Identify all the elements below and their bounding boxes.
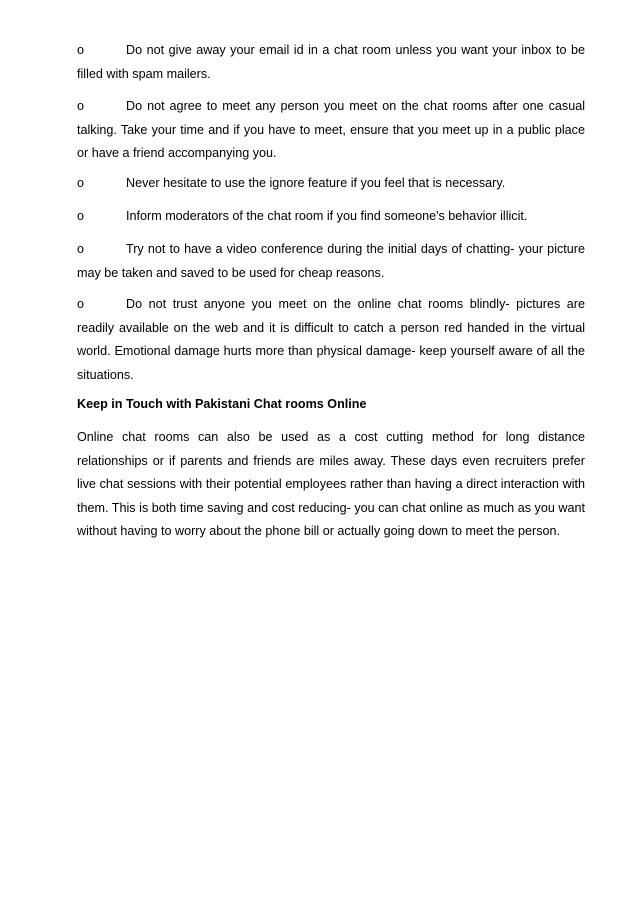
bullet-marker: o bbox=[77, 176, 85, 190]
bullet-text: Do not agree to meet any person you meet on the chat rooms after one casual talking. Take your time and if you have to meet, ensure that you meet up in a public place or have a friend accompanying you. bbox=[77, 99, 585, 160]
bullet-text: Do not trust anyone you meet on the online chat rooms blindly- pictures are readily available on the web and it is difficult to catch a person red handed in the virtual world. Emotional damage hurts more than physical damage- keep yourself aware of all the situations. bbox=[77, 297, 585, 382]
bullet-item-trust bbox=[77, 293, 585, 387]
bullet-marker: o bbox=[77, 297, 85, 311]
bullet-item-meeting bbox=[77, 95, 585, 166]
bullet-item-video bbox=[77, 238, 585, 285]
bullet-text: Never hesitate to use the ignore feature if you feel that is necessary. bbox=[126, 176, 506, 190]
section-heading: Keep in Touch with Pakistani Chat rooms Online bbox=[77, 397, 367, 411]
bullet-item-ignore bbox=[77, 172, 585, 196]
bullet-text: Inform moderators of the chat room if you find someone's behavior illicit. bbox=[126, 209, 528, 223]
bullet-item-email bbox=[77, 39, 585, 86]
bullet-text: Try not to have a video conference during the initial days of chatting- your picture may be taken and saved to be used for cheap reasons. bbox=[77, 242, 585, 280]
section-paragraph: Online chat rooms can also be used as a cost cutting method for long distance relationships or if parents and friends are miles away. These days even recruiters prefer live chat sessions with their potential employees rather than having a direct interaction with them. This is both time saving and cost reducing- you can chat online as much as you want without having to worry about the phone bill or actually going down to meet the person. bbox=[77, 430, 585, 538]
bullet-marker: o bbox=[77, 99, 85, 113]
bullet-marker: o bbox=[77, 242, 85, 256]
bullet-marker: o bbox=[77, 209, 85, 223]
bullet-marker: o bbox=[77, 43, 85, 57]
bullet-text: Do not give away your email id in a chat room unless you want your inbox to be filled with spam mailers. bbox=[77, 43, 585, 81]
bullet-item-moderators bbox=[77, 205, 585, 229]
